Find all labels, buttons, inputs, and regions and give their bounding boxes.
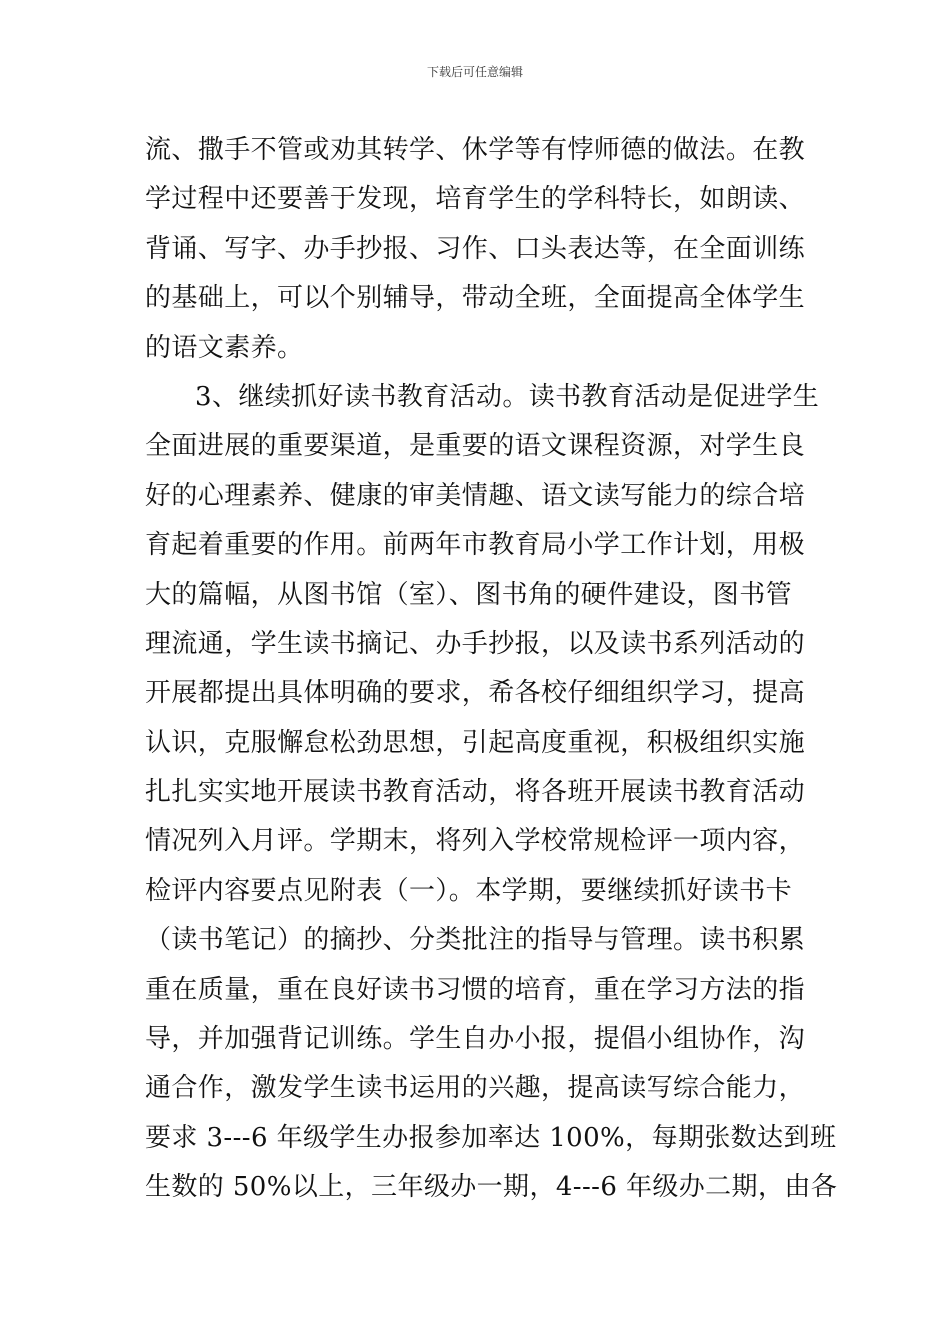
text-line: 育起着重要的作用。前两年市教育局小学工作计划，用极 [145, 530, 806, 561]
document-body [145, 126, 838, 1213]
text-line: 的基础上，可以个别辅导，带动全班，全面提高全体学生 [145, 283, 806, 314]
text-line: 导，并加强背记训练。学生自办小报，提倡小组协作，沟 [145, 1024, 806, 1055]
text-line: 情况列入月评。学期末，将列入学校常规检评一项内容， [145, 826, 806, 857]
text-line: （读书笔记）的摘抄、分类批注的指导与管理。读书积累 [145, 925, 806, 956]
page-header: 下载后可任意编辑 [426, 65, 523, 79]
text-line: 全面进展的重要渠道，是重要的语文课程资源，对学生良 [145, 431, 806, 462]
text-line: 背诵、写字、办手抄报、习作、口头表达等，在全面训练 [145, 233, 806, 264]
text-line: 检评内容要点见附表（一）。本学期，要继续抓好读书卡 [145, 875, 793, 906]
text-line: 扎扎实实地开展读书教育活动，将各班开展读书教育活动 [145, 777, 806, 808]
text-line: 的语文素养。 [145, 332, 304, 363]
text-line: 通合作，激发学生读书运用的兴趣，提高读写综合能力， [145, 1073, 806, 1104]
text-line: 理流通，学生读书摘记、办手抄报，以及读书系列活动的 [145, 628, 806, 659]
text-line: 要求 3---6 年级学生办报参加率达 100%，每期张数达到班 [145, 1122, 837, 1153]
paragraph-start-line: 3、继续抓好读书教育活动。读书教育活动是促进学生 [195, 381, 820, 412]
text-line: 好的心理素养、健康的审美情趣、语文读写能力的综合培 [145, 480, 806, 511]
text-line: 大的篇幅，从图书馆（室）、图书角的硬件建设，图书管 [145, 579, 793, 610]
text-line: 生数的 50%以上，三年级办一期，4---6 年级办二期，由各 [145, 1172, 838, 1203]
text-line: 重在质量，重在良好读书习惯的培育，重在学习方法的指 [145, 974, 806, 1005]
text-line: 开展都提出具体明确的要求，希各校仔细组织学习，提高 [145, 678, 806, 709]
text-line: 认识，克服懈怠松劲思想，引起高度重视，积极组织实施 [145, 727, 806, 758]
text-line: 学过程中还要善于发现，培育学生的学科特长，如朗读、 [145, 184, 806, 215]
text-line: 流、撒手不管或劝其转学、休学等有悖师德的做法。在教 [145, 135, 806, 165]
